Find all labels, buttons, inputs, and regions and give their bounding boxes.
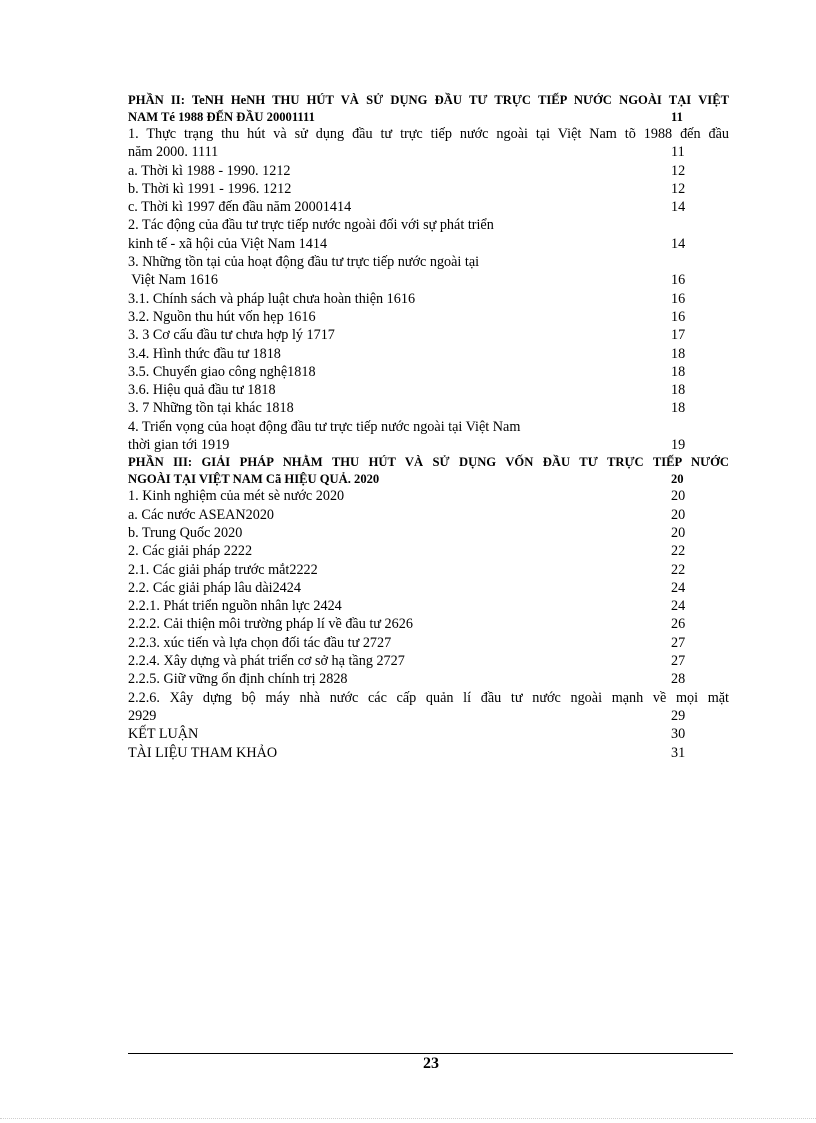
toc-entry-title — [128, 689, 729, 726]
toc-entry-title — [128, 290, 729, 308]
toc-entry[interactable] — [128, 92, 729, 125]
toc-entry[interactable] — [128, 506, 729, 524]
toc-entry-page: 20 — [671, 524, 686, 541]
toc-entry[interactable] — [128, 454, 729, 487]
toc-entry[interactable] — [128, 652, 729, 670]
toc-entry-page: 28 — [671, 671, 686, 688]
toc-entry-page: 14 — [671, 235, 686, 252]
toc-entry-page: 20 — [671, 488, 686, 505]
toc-entry[interactable] — [128, 615, 729, 633]
toc-entry-title — [128, 487, 729, 505]
toc-entry-page: 17 — [671, 327, 686, 344]
toc-entry-title — [128, 308, 729, 326]
toc-entry-title — [128, 399, 729, 417]
toc-entry-line: c. Thời kì 1997 đến đầu năm 20001414 — [128, 199, 352, 216]
toc-entry[interactable] — [128, 744, 729, 762]
toc-entry-line: b. Thời kì 1991 - 1996. 1212 — [128, 180, 292, 197]
toc-entry[interactable] — [128, 524, 729, 542]
toc-entry[interactable] — [128, 308, 729, 326]
toc-entry[interactable] — [128, 579, 729, 597]
toc-entry-page: 24 — [671, 598, 686, 615]
toc-entry-page: 11 — [671, 109, 683, 124]
toc-entry-line: KẾT LUẬN — [128, 726, 199, 743]
toc-entry[interactable] — [128, 253, 729, 290]
toc-entry[interactable] — [128, 670, 729, 688]
toc-entry-line: 2929 — [128, 707, 157, 724]
toc-entry-title — [128, 652, 729, 670]
toc-entry[interactable] — [128, 180, 729, 198]
toc-entry-page: 30 — [671, 726, 686, 743]
toc-entry-line: 2. Tác động của đầu tư trực tiếp nước ngoài đối với sự phát triển — [128, 217, 494, 234]
toc-entry-page: 16 — [671, 272, 686, 289]
toc-entry-line: thời gian tới 1919 — [128, 437, 230, 454]
page-number: 23 — [423, 1055, 439, 1072]
toc-entry-page: 14 — [671, 199, 686, 216]
toc-entry-line: 3. Những tồn tại của hoạt động đầu tư trực tiếp nước ngoài tại — [128, 254, 480, 271]
toc-entry-line: 4. Triển vọng của hoạt động đầu tư trực tiếp nước ngoài tại Việt Nam — [128, 418, 521, 435]
toc-entry[interactable] — [128, 290, 729, 308]
toc-entry[interactable] — [128, 399, 729, 417]
toc-entry-line: 3.4. Hình thức đầu tư 1818 — [128, 345, 281, 362]
toc-entry-line: năm 2000. 1111 — [128, 144, 219, 161]
toc-entry-page: 20 — [671, 471, 684, 486]
toc-entry-line: 3.5. Chuyển giao công nghệ1818 — [128, 363, 316, 380]
toc-entry[interactable] — [128, 125, 729, 162]
toc-entry[interactable] — [128, 198, 729, 216]
toc-entry[interactable] — [128, 162, 729, 180]
toc-entry-page: 12 — [671, 162, 686, 179]
toc-entry[interactable] — [128, 363, 729, 381]
toc-entry-page: 12 — [671, 180, 686, 197]
toc-entry-page: 16 — [671, 290, 686, 307]
toc-entry-title — [128, 524, 729, 542]
toc-entry-line: NGOÀI TẠI VIỆT NAM Cã HIỆU QUẢ. 2020 — [128, 471, 380, 486]
toc-entry-page: 18 — [671, 363, 686, 380]
toc-entry-title — [128, 542, 729, 560]
toc-entry-line: kinh tế - xã hội của Việt Nam 1414 — [128, 235, 328, 252]
toc-entry[interactable] — [128, 418, 729, 455]
toc-entry-page: 24 — [671, 579, 686, 596]
toc-entry[interactable] — [128, 689, 729, 726]
toc-entry-page: 18 — [671, 382, 686, 399]
toc-entry-line: 3.6. Hiệu quả đầu tư 1818 — [128, 382, 276, 399]
toc-entry-title — [128, 561, 729, 579]
toc-entry-line: 2.1. Các giải pháp trước mắt2222 — [128, 561, 318, 578]
toc-entry-line: 3.1. Chính sách và pháp luật chưa hoàn thiện 1616 — [128, 290, 416, 307]
toc-entry-title — [128, 162, 729, 180]
toc-entry-title — [128, 381, 729, 399]
toc-entry-title — [128, 670, 729, 688]
toc-entry[interactable] — [128, 345, 729, 363]
toc-entry-title — [128, 615, 729, 633]
toc-entry-line: a. Các nước ASEAN2020 — [128, 506, 275, 523]
toc-entry-page: 29 — [671, 707, 686, 724]
toc-entry-title — [128, 634, 729, 652]
toc-entry-line: 2. Các giải pháp 2222 — [128, 543, 253, 560]
toc-entry-line: 2.2.6. Xây dựng bộ máy nhà nước các cấp quản lí đầu tư nước ngoài mạnh về mọi mặt — [128, 689, 729, 706]
toc-entry-line: 1. Kinh nghiệm của mét sè nước 2020 — [128, 488, 345, 505]
toc-entry-title — [128, 180, 729, 198]
toc-entry-page: 22 — [671, 561, 686, 578]
toc-entry-title — [128, 253, 729, 290]
toc-entry-page: 22 — [671, 543, 686, 560]
toc-entry-page: 20 — [671, 506, 686, 523]
table-of-contents — [128, 92, 729, 762]
toc-entry-line: a. Thời kì 1988 - 1990. 1212 — [128, 162, 291, 179]
toc-entry-page: 18 — [671, 400, 686, 417]
toc-entry-title — [128, 506, 729, 524]
toc-entry[interactable] — [128, 542, 729, 560]
toc-entry-title — [128, 454, 729, 487]
toc-entry-title — [128, 198, 729, 216]
toc-entry-page: 27 — [671, 634, 686, 651]
toc-entry-line: 3.2. Nguồn thu hút vốn hẹp 1616 — [128, 308, 316, 325]
footer-rule — [128, 1053, 733, 1054]
toc-entry-title — [128, 125, 729, 162]
toc-entry-line: Việt Nam 1616 — [128, 272, 218, 289]
toc-entry-page: 16 — [671, 308, 686, 325]
toc-entry[interactable] — [128, 381, 729, 399]
toc-entry-line: 2.2.5. Giữ vững ổn định chính trị 2828 — [128, 671, 348, 688]
toc-entry-line: 3. 3 Cơ cấu đầu tư chưa hợp lý 1717 — [128, 327, 335, 344]
toc-entry-title — [128, 418, 729, 455]
toc-entry-line: NAM Té 1988 ĐẾN ĐẦU 20001111 — [128, 109, 315, 124]
page-edge-divider — [0, 1118, 816, 1119]
toc-entry-title — [128, 744, 729, 762]
toc-entry-line: 2.2.1. Phát triển nguồn nhân lực 2424 — [128, 598, 342, 615]
toc-entry-title — [128, 725, 729, 743]
toc-entry-line: 2.2. Các giải pháp lâu dài2424 — [128, 579, 301, 596]
toc-entry-page: 27 — [671, 653, 686, 670]
toc-entry-line: TÀI LIỆU THAM KHẢO — [128, 744, 278, 761]
toc-entry-line: b. Trung Quốc 2020 — [128, 524, 243, 541]
toc-entry-title — [128, 579, 729, 597]
toc-entry-title — [128, 363, 729, 381]
toc-entry[interactable] — [128, 561, 729, 579]
toc-entry-line: PHẦN II: TeNH HeNH THU HÚT VÀ SỬ DỤNG ĐẦU TƯ TRỰC TIẾP NƯỚC NGOÀI TẠI VIỆT — [128, 93, 729, 107]
toc-entry[interactable] — [128, 725, 729, 743]
toc-entry-line: 2.2.4. Xây dựng và phát triển cơ sở hạ tầng 2727 — [128, 653, 405, 670]
toc-entry[interactable] — [128, 216, 729, 253]
toc-entry-page: 19 — [671, 437, 686, 454]
toc-entry[interactable] — [128, 597, 729, 615]
toc-entry-page: 26 — [671, 616, 686, 633]
toc-entry-line: 1. Thực trạng thu hút và sử dụng đầu tư trực tiếp nước ngoài tại Việt Nam tõ 1988 đến đầu — [128, 126, 729, 142]
toc-entry-title — [128, 92, 729, 125]
toc-entry-title — [128, 345, 729, 363]
toc-entry[interactable] — [128, 326, 729, 344]
toc-entry-page: 31 — [671, 744, 686, 761]
toc-entry[interactable] — [128, 634, 729, 652]
toc-entry-title — [128, 326, 729, 344]
toc-entry-page: 11 — [671, 144, 685, 161]
toc-entry-line: PHẦN III: GIẢI PHÁP NHẰM THU HÚT VÀ SỬ DỤNG VỐN ĐẦU TƯ TRỰC TIẾP NƯỚC — [128, 455, 729, 470]
toc-entry-line: 2.2.3. xúc tiến và lựa chọn đối tác đầu tư 2727 — [128, 634, 392, 651]
toc-entry-title — [128, 597, 729, 615]
toc-entry-line: 3. 7 Những tồn tại khác 1818 — [128, 400, 294, 417]
toc-entry-page: 18 — [671, 345, 686, 362]
toc-entry-title — [128, 216, 729, 253]
toc-entry[interactable] — [128, 487, 729, 505]
toc-entry-line: 2.2.2. Cải thiện môi trường pháp lí về đầu tư 2626 — [128, 616, 413, 633]
